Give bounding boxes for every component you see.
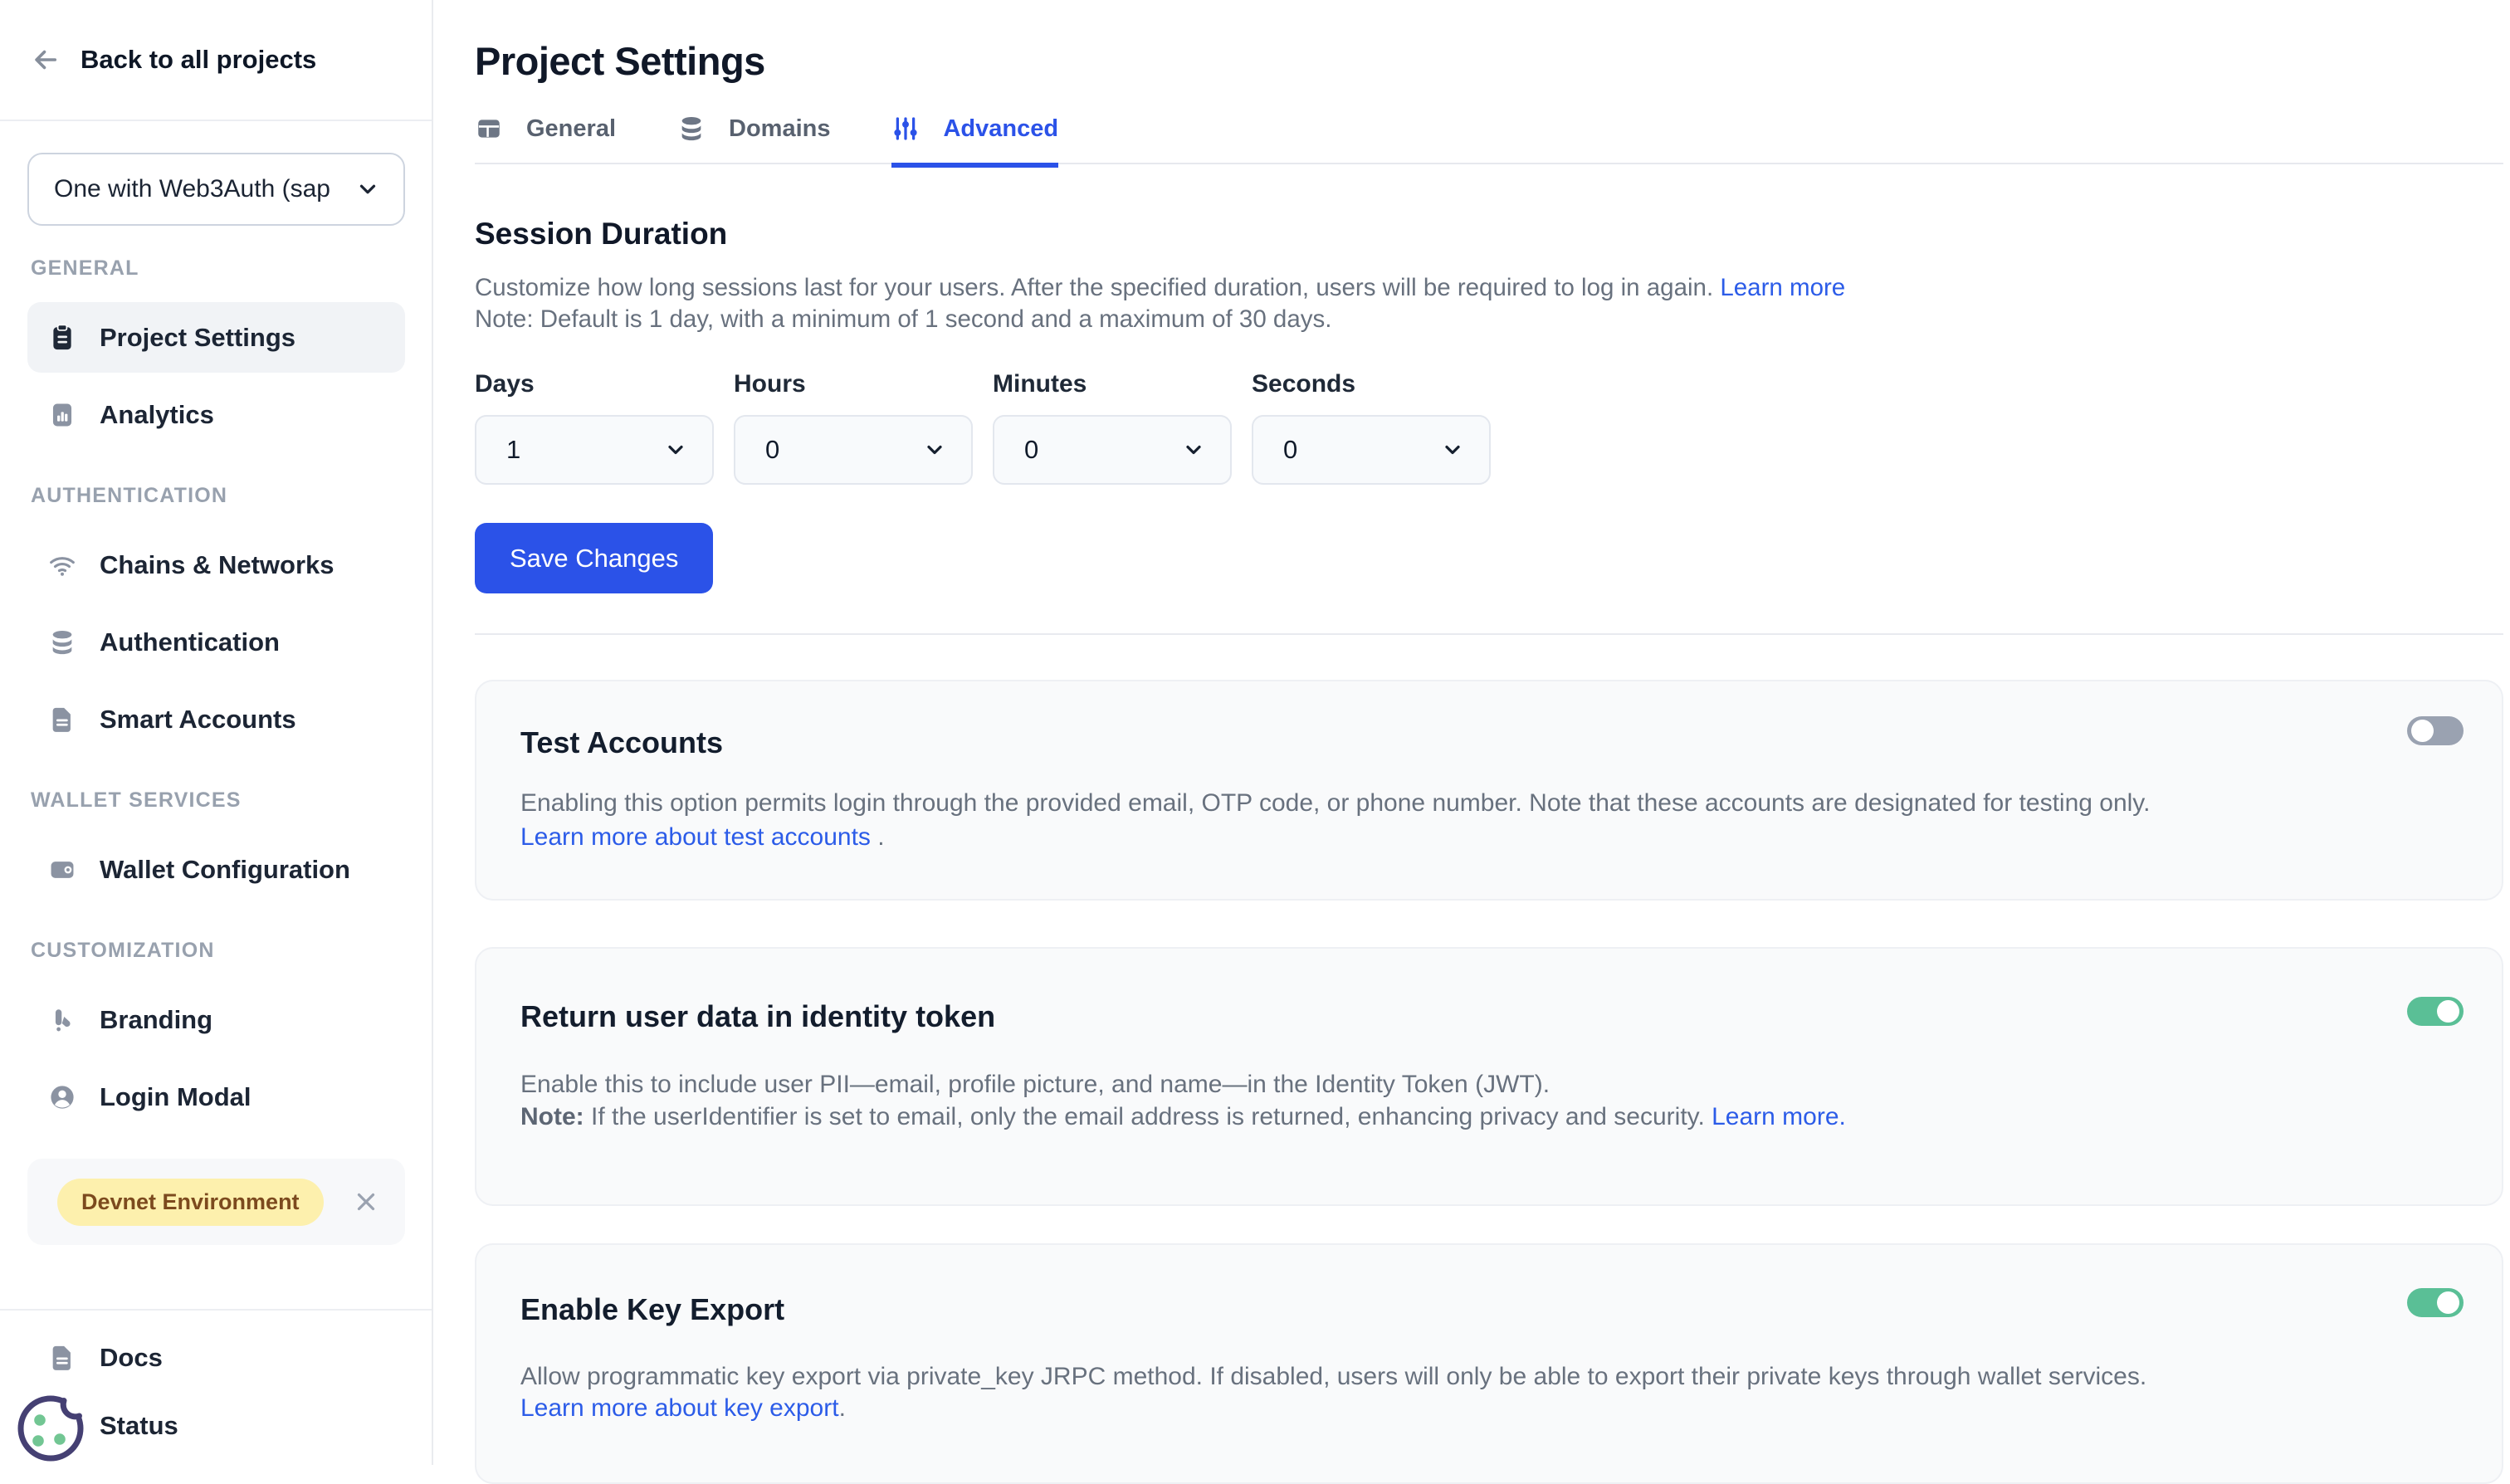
section-label-customization: CUSTOMIZATION <box>31 939 215 962</box>
toggle-knob <box>2437 1000 2459 1023</box>
key-export-learn-more-link[interactable]: Learn more about key export <box>520 1394 839 1422</box>
sidebar-item-smart-accounts[interactable] <box>27 684 405 754</box>
minutes-value: 0 <box>1024 435 1039 464</box>
database-icon <box>48 628 76 657</box>
days-value: 1 <box>506 435 521 464</box>
back-arrow-icon <box>31 45 61 75</box>
docs-icon <box>48 1344 76 1372</box>
sidebar-item-authentication[interactable] <box>27 607 405 677</box>
sidebar-item-login-modal[interactable] <box>27 1062 405 1132</box>
sidebar-item-analytics[interactable] <box>27 379 405 450</box>
user-circle-icon <box>48 1083 76 1111</box>
tab-bar <box>475 115 2503 164</box>
devnet-environment-badge: Devnet Environment <box>57 1179 324 1226</box>
days-select[interactable] <box>475 415 714 485</box>
key-export-card <box>475 1243 2503 1484</box>
sidebar-item-wallet-configuration[interactable] <box>27 834 405 905</box>
session-description-text: Customize how long sessions last for your users. After the specified duration, users will be required to log in again. <box>475 274 1714 301</box>
paint-brush-icon <box>48 1006 76 1034</box>
hours-select[interactable] <box>734 415 973 485</box>
days-label: Days <box>475 370 535 398</box>
close-icon[interactable] <box>352 1188 380 1216</box>
note-prefix: Note: <box>520 1103 584 1130</box>
tab-general[interactable] <box>475 115 616 163</box>
sidebar-item-label: Authentication <box>100 627 280 657</box>
main-content <box>433 0 2510 1465</box>
devnet-environment-card <box>27 1159 405 1245</box>
tab-advanced[interactable] <box>891 115 1058 163</box>
clipboard-icon <box>48 324 76 352</box>
tab-domains[interactable] <box>677 115 830 163</box>
minutes-select[interactable] <box>993 415 1232 485</box>
chevron-down-icon <box>664 438 687 461</box>
sidebar-item-label: Smart Accounts <box>100 704 296 734</box>
test-accounts-suffix: . <box>870 823 885 851</box>
identity-token-line1: Enable this to include user PII—email, profile picture, and name—in the Identity Token (JWT). <box>520 1071 1550 1098</box>
wallet-icon <box>48 856 76 884</box>
session-note-text: Note: Default is 1 day, with a minimum of 1 second and a maximum of 30 days. <box>475 305 1332 333</box>
test-accounts-toggle[interactable] <box>2407 716 2464 745</box>
sidebar-item-docs[interactable] <box>27 1324 405 1392</box>
toggle-knob <box>2437 1291 2459 1314</box>
analytics-icon <box>48 401 76 429</box>
minutes-label: Minutes <box>993 370 1087 398</box>
project-selector[interactable] <box>27 153 405 226</box>
chevron-down-icon <box>1441 438 1464 461</box>
tab-label: Domains <box>729 115 831 142</box>
key-export-description <box>520 1361 2203 1424</box>
test-accounts-description <box>520 786 2172 854</box>
section-label-wallet-services: WALLET SERVICES <box>31 788 242 812</box>
key-export-suffix: . <box>838 1394 846 1422</box>
identity-token-description <box>520 1068 2203 1133</box>
test-accounts-learn-more-link[interactable]: Learn more about test accounts <box>520 823 871 851</box>
document-icon <box>48 705 76 734</box>
identity-token-learn-more-link[interactable]: Learn more. <box>1712 1103 1846 1130</box>
days-field <box>475 370 714 485</box>
identity-token-line2 <box>520 1101 2203 1133</box>
vertical-sliders-icon <box>891 115 920 143</box>
session-duration-description <box>475 272 2503 335</box>
toggle-knob <box>2411 720 2434 742</box>
tab-label: Advanced <box>943 115 1059 142</box>
seconds-select[interactable] <box>1252 415 1491 485</box>
session-learn-more-link[interactable]: Learn more <box>1720 274 1846 301</box>
cookie-consent-widget[interactable] <box>12 1388 91 1467</box>
hours-value: 0 <box>765 435 780 464</box>
minutes-field <box>993 370 1232 485</box>
sidebar <box>0 0 433 1465</box>
sidebar-item-label: Chains & Networks <box>100 549 335 579</box>
sidebar-spacer <box>0 1245 432 1309</box>
key-export-toggle[interactable] <box>2407 1288 2464 1317</box>
sidebar-item-label: Status <box>100 1411 178 1440</box>
hours-label: Hours <box>734 370 806 398</box>
page-title: Project Settings <box>475 39 765 83</box>
chevron-down-icon <box>1182 438 1205 461</box>
sidebar-item-label: Docs <box>100 1343 163 1372</box>
sidebar-divider-top <box>0 120 432 121</box>
sidebar-item-project-settings[interactable] <box>27 302 405 373</box>
seconds-field <box>1252 370 1491 485</box>
sidebar-item-label: Wallet Configuration <box>100 854 350 884</box>
database-icon <box>677 115 706 143</box>
key-export-line1: Allow programmatic key export via private_key JRPC method. If disabled, users will only be able to export their private keys through wallet services. <box>520 1363 2147 1390</box>
tab-label: General <box>526 115 616 142</box>
identity-token-toggle[interactable] <box>2407 997 2464 1026</box>
session-duration-heading: Session Duration <box>475 217 728 251</box>
project-selector-value: One with Web3Auth (sap <box>54 175 330 203</box>
sidebar-item-label: Analytics <box>100 399 214 429</box>
sidebar-item-label: Login Modal <box>100 1081 251 1111</box>
sidebar-item-chains-networks[interactable] <box>27 530 405 600</box>
table-grid-icon <box>475 115 503 143</box>
seconds-label: Seconds <box>1252 370 1356 398</box>
section-label-authentication: AUTHENTICATION <box>31 484 228 507</box>
save-changes-button[interactable]: Save Changes <box>475 523 713 593</box>
section-divider <box>475 633 2503 635</box>
key-export-title: Enable Key Export <box>520 1292 785 1326</box>
wifi-icon <box>48 551 76 579</box>
cookie-icon <box>12 1388 91 1467</box>
duration-fields <box>475 370 2503 485</box>
test-accounts-title: Test Accounts <box>520 725 724 759</box>
test-accounts-text: Enabling this option permits login through the provided email, OTP code, or phone number. Note that these accounts are designated for testing only. <box>520 789 2151 817</box>
test-accounts-card <box>475 680 2503 901</box>
seconds-value: 0 <box>1283 435 1298 464</box>
back-to-all-projects-button[interactable] <box>0 43 432 76</box>
sidebar-item-label: Project Settings <box>100 322 295 352</box>
identity-token-title: Return user data in identity token <box>520 999 996 1033</box>
chevron-down-icon <box>923 438 946 461</box>
identity-token-note-text: If the userIdentifier is set to email, only the email address is returned, enhancing privacy and security. <box>584 1103 1712 1130</box>
sidebar-item-label: Branding <box>100 1004 213 1034</box>
hours-field <box>734 370 973 485</box>
sidebar-item-branding[interactable] <box>27 984 405 1055</box>
sidebar-nav <box>0 256 432 1132</box>
back-label: Back to all projects <box>81 45 317 74</box>
identity-token-card <box>475 947 2503 1206</box>
chevron-down-icon <box>355 177 380 202</box>
section-label-general: GENERAL <box>31 256 139 280</box>
